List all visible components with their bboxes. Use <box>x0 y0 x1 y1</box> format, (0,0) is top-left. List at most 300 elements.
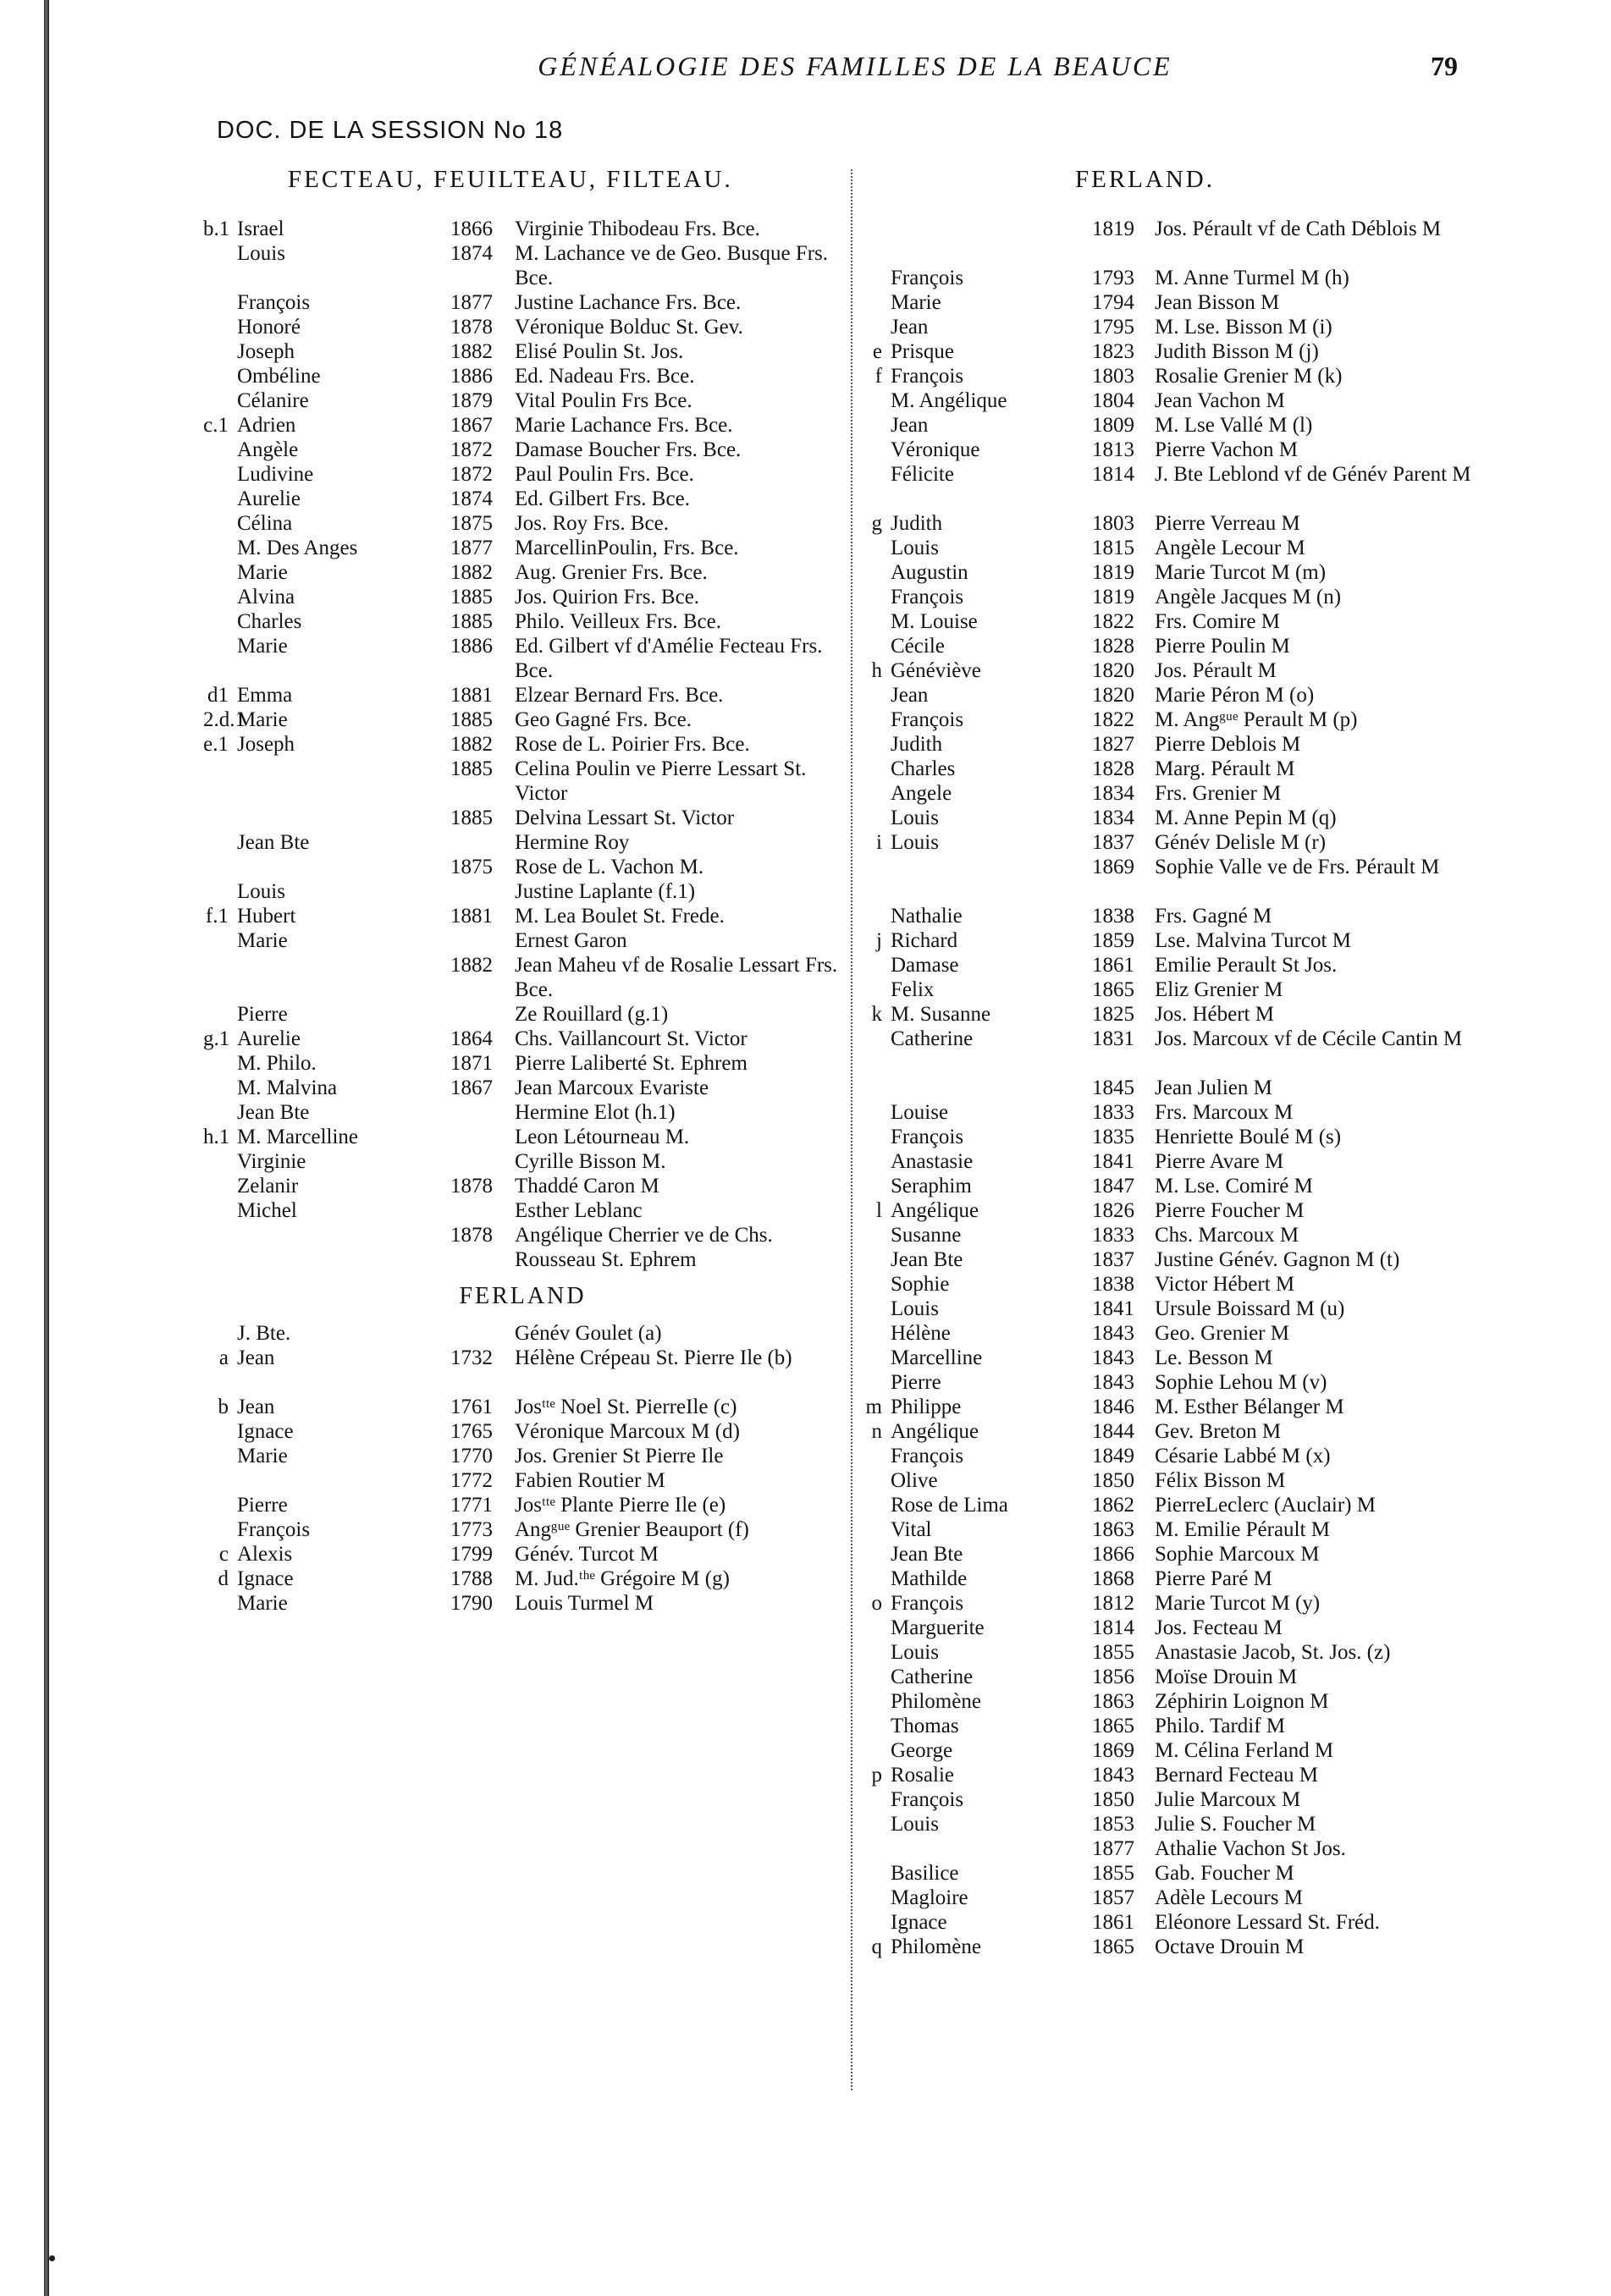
entry-spouse: Moïse Drouin M <box>1155 1666 1298 1688</box>
genealogy-entry <box>862 609 1488 634</box>
entry-spouse: Marg. Pérault M <box>1155 757 1295 780</box>
entry-year: 1867 <box>450 414 493 437</box>
entry-name: Thomas <box>891 1715 959 1737</box>
entry-year: 1881 <box>450 684 493 707</box>
genealogy-entry <box>203 830 842 855</box>
entry-spouse: M. Esther Bélanger M <box>1155 1396 1344 1418</box>
section-heading: FERLAND <box>459 1283 587 1309</box>
entry-name: Rose de Lima <box>891 1494 1008 1517</box>
page-number: 79 <box>1431 51 1458 81</box>
entry-marker: g <box>871 512 882 535</box>
entry-name: Marcelline <box>891 1346 983 1369</box>
entry-spouse: Jos. Pérault vf de Cath Déblois M <box>1155 217 1442 240</box>
entry-spouse: Leon Létourneau M. <box>515 1126 690 1148</box>
entry-spouse: Zéphirin Loignon M <box>1155 1690 1329 1713</box>
entry-spouse: Pierre Laliberté St. Ephrem <box>515 1052 748 1075</box>
genealogy-entry <box>862 1027 1488 1076</box>
entry-name: Philippe <box>891 1396 962 1418</box>
entry-year: 1845 <box>1092 1076 1134 1099</box>
entry-name: Angèle <box>237 438 299 461</box>
entry-spouse: Henriette Boulé M (s) <box>1155 1126 1342 1148</box>
entry-spouse: Pierre Verreau M <box>1155 512 1300 535</box>
entry-name: Jean Bte <box>237 831 310 854</box>
genealogy-entry <box>862 1714 1488 1738</box>
entry-spouse: Justine Génév. Gagnon M (t) <box>1155 1248 1400 1271</box>
entry-year: 1813 <box>1092 438 1134 461</box>
entry-year: 1822 <box>1092 708 1134 731</box>
genealogy-entry <box>862 1591 1488 1616</box>
entry-spouse: Julie Marcoux M <box>1155 1788 1301 1811</box>
genealogy-entry <box>203 438 842 462</box>
entry-spouse: Fabien Routier M <box>515 1469 665 1492</box>
genealogy-entry <box>862 1665 1488 1689</box>
entry-year: 1793 <box>1092 267 1134 289</box>
entry-year: 1794 <box>1092 291 1134 314</box>
entry-year: 1828 <box>1092 757 1134 780</box>
entry-name: Prisque <box>891 340 954 363</box>
entry-name: Louis <box>891 831 939 854</box>
entry-spouse: Josᵗᵗᵉ Noel St. PierreIle (c) <box>515 1396 737 1418</box>
genealogy-entry <box>203 413 842 438</box>
entry-year: 1885 <box>450 757 493 780</box>
entry-name: François <box>891 1592 964 1615</box>
entry-spouse: Ed. Gilbert vf d'Amélie Fecteau Frs. Bce. <box>515 635 823 682</box>
entry-spouse: Jean Bisson M <box>1155 291 1280 314</box>
entry-spouse: Pierre Avare M <box>1155 1150 1284 1173</box>
entry-name: Marie <box>237 708 288 731</box>
entry-name: Judith <box>891 733 943 756</box>
entry-year: 1843 <box>1092 1764 1134 1787</box>
entry-name: Catherine <box>891 1666 974 1688</box>
genealogy-entry <box>862 1836 1488 1861</box>
entry-spouse: MarcellinPoulin, Frs. Bce. <box>515 537 739 559</box>
entry-year: 1886 <box>450 635 493 658</box>
entry-year: 1850 <box>1092 1469 1134 1492</box>
entry-marker: e <box>872 340 882 363</box>
entry-year: 1865 <box>1092 978 1134 1001</box>
entry-year: 1882 <box>450 561 493 584</box>
entry-spouse: Jean Maheu vf de Rosalie Lessart Frs. Bce. <box>515 954 838 1001</box>
entry-year: 1865 <box>1092 1715 1134 1737</box>
entry-name: M. Philo. <box>237 1052 317 1075</box>
genealogy-entry <box>862 708 1488 732</box>
genealogy-entry <box>203 806 842 830</box>
entry-spouse: Pierre Deblois M <box>1155 733 1301 756</box>
entry-year: 1814 <box>1092 463 1134 486</box>
genealogy-entry <box>862 511 1488 536</box>
entry-name: Augustin <box>891 561 968 584</box>
entry-year: 1879 <box>450 389 493 412</box>
genealogy-entry <box>203 1444 842 1468</box>
genealogy-entry <box>203 1419 842 1444</box>
entry-name: Pierre <box>237 1003 288 1026</box>
entry-year: 1855 <box>1092 1862 1134 1885</box>
genealogy-entry <box>862 1002 1488 1027</box>
entry-year: 1819 <box>1092 586 1134 608</box>
entry-spouse: Justine Laplante (f.1) <box>515 880 696 903</box>
entry-year: 1825 <box>1092 1003 1134 1026</box>
entry-year: 1822 <box>1092 610 1134 633</box>
entry-spouse: Angèle Jacques M (n) <box>1155 586 1342 608</box>
entry-year: 1874 <box>450 242 493 265</box>
genealogy-entry <box>203 217 842 241</box>
entry-name: Charles <box>237 610 302 633</box>
entry-spouse: Paul Poulin Frs. Bce. <box>515 463 694 486</box>
entry-spouse: M. Jud.ᵗʰᵉ Grégoire M (g) <box>515 1567 730 1590</box>
genealogy-entry <box>203 1100 842 1125</box>
genealogy-entry <box>862 1395 1488 1419</box>
entry-spouse: Angélique Cherrier ve de Chs. Rousseau St. Ephrem <box>515 1224 773 1271</box>
entry-marker: p <box>871 1764 882 1787</box>
entry-name: Louis <box>891 1813 939 1836</box>
genealogy-entry <box>203 855 842 879</box>
genealogy-entry <box>862 315 1488 339</box>
entry-name: François <box>891 1126 964 1148</box>
entry-year: 1833 <box>1092 1101 1134 1124</box>
entry-name: Marie <box>237 929 288 952</box>
genealogy-entry <box>203 1566 842 1591</box>
genealogy-entry <box>862 438 1488 462</box>
entry-name: Adrien <box>237 414 296 437</box>
entry-name: Emma <box>237 684 293 707</box>
entry-year: 1773 <box>450 1518 493 1541</box>
entry-spouse: Geo Gagné Frs. Bce. <box>515 708 692 731</box>
right-column <box>862 217 1488 1959</box>
genealogy-entry <box>862 1910 1488 1935</box>
entry-year: 1885 <box>450 610 493 633</box>
entry-year: 1882 <box>450 954 493 977</box>
entry-spouse: M. Lse. Bisson M (i) <box>1155 316 1332 339</box>
genealogy-entry <box>203 1591 842 1616</box>
entry-spouse: Jos. Grenier St Pierre Ile <box>515 1445 724 1467</box>
genealogy-entry <box>203 560 842 585</box>
entry-name: Virginie <box>237 1150 306 1173</box>
entry-name: François <box>891 365 964 388</box>
entry-name: Véronique <box>891 438 980 461</box>
genealogy-entry <box>203 1002 842 1027</box>
entry-name: Judith <box>891 512 943 535</box>
entry-name: Jean <box>237 1396 275 1418</box>
entry-spouse: Damase Boucher Frs. Bce. <box>515 438 742 461</box>
entry-spouse: Jean Marcoux Evariste <box>515 1076 709 1099</box>
entry-spouse: Gev. Breton M <box>1155 1420 1282 1443</box>
entry-name: Jean <box>891 684 929 707</box>
genealogy-entry <box>203 1223 842 1272</box>
entry-spouse: Jos. Marcoux vf de Cécile Cantin M <box>1155 1027 1463 1050</box>
entry-name: M. Susanne <box>891 1003 991 1026</box>
genealogy-entry <box>203 462 842 487</box>
genealogy-entry <box>862 1125 1488 1149</box>
entry-year: 1834 <box>1092 807 1134 829</box>
entry-spouse: Lse. Malvina Turcot M <box>1155 929 1351 952</box>
genealogy-entry <box>862 1763 1488 1787</box>
entry-spouse: Elisé Poulin St. Jos. <box>515 340 684 363</box>
genealogy-entry <box>862 536 1488 560</box>
entry-year: 1833 <box>1092 1224 1134 1247</box>
entry-spouse: Adèle Lecours M <box>1155 1886 1303 1909</box>
entry-spouse: Véronique Marcoux M (d) <box>515 1420 740 1443</box>
entry-spouse: Judith Bisson M (j) <box>1155 340 1319 363</box>
entry-name: Ludivine <box>237 463 314 486</box>
genealogy-entry <box>862 781 1488 806</box>
genealogy-entry <box>862 1321 1488 1346</box>
genealogy-entry <box>862 364 1488 388</box>
genealogy-entry <box>862 757 1488 781</box>
entry-year: 1872 <box>450 463 493 486</box>
entry-name: Marguerite <box>891 1616 985 1639</box>
entry-spouse: Génév Goulet (a) <box>515 1322 662 1345</box>
entry-spouse: Anastasie Jacob, St. Jos. (z) <box>1155 1641 1391 1664</box>
entry-name: Basilice <box>891 1862 959 1885</box>
entry-year: 1865 <box>1092 1935 1134 1958</box>
entry-year: 1859 <box>1092 929 1134 952</box>
entry-name: Magloire <box>891 1886 968 1909</box>
genealogy-entry <box>862 413 1488 438</box>
entry-spouse: Frs. Gagné M <box>1155 905 1272 928</box>
entry-name: Olive <box>891 1469 938 1492</box>
entry-name: Israel <box>237 217 284 240</box>
entry-spouse: Jos. Quirion Frs. Bce. <box>515 586 700 608</box>
entry-spouse: Marie Péron M (o) <box>1155 684 1315 707</box>
entry-name: Louis <box>891 1641 939 1664</box>
entry-name: Louis <box>891 807 939 829</box>
genealogy-entry <box>203 339 842 364</box>
entry-name: François <box>237 1518 311 1541</box>
entry-spouse: Ernest Garon <box>515 929 627 952</box>
entry-year: 1799 <box>450 1543 493 1566</box>
genealogy-entry <box>862 1076 1488 1100</box>
entry-year: 1877 <box>450 537 493 559</box>
entry-year: 1841 <box>1092 1150 1134 1173</box>
entry-year: 1864 <box>450 1027 493 1050</box>
entry-spouse: Sophie Lehou M (v) <box>1155 1371 1327 1394</box>
genealogy-entry <box>862 806 1488 830</box>
genealogy-entry <box>203 1198 842 1223</box>
entry-name: Vital <box>891 1518 932 1541</box>
entry-year: 1847 <box>1092 1175 1134 1198</box>
entry-year: 1857 <box>1092 1886 1134 1909</box>
genealogy-entry <box>862 732 1488 757</box>
entry-name: Ignace <box>237 1567 294 1590</box>
entry-year: 1819 <box>1092 217 1134 240</box>
genealogy-entry <box>862 1346 1488 1370</box>
genealogy-entry <box>862 683 1488 708</box>
entry-name: Angélique <box>891 1420 979 1443</box>
entry-marker: h <box>871 659 882 682</box>
genealogy-entry <box>862 658 1488 683</box>
genealogy-entry <box>862 560 1488 585</box>
entry-spouse: Sophie Valle ve de Frs. Pérault M <box>1155 856 1440 878</box>
right-column-heading: FERLAND. <box>1075 166 1215 193</box>
entry-name: Louis <box>891 1297 939 1320</box>
entry-marker: q <box>871 1935 882 1958</box>
entry-year: 1878 <box>450 1175 493 1198</box>
entry-spouse: Ed. Gilbert Frs. Bce. <box>515 487 690 510</box>
genealogy-entry <box>862 1247 1488 1272</box>
entry-name: Pierre <box>237 1494 288 1517</box>
entry-name: Honoré <box>237 316 301 339</box>
genealogy-entry <box>862 1419 1488 1444</box>
entry-marker: b.1 <box>203 217 230 240</box>
entry-spouse: Ed. Nadeau Frs. Bce. <box>515 365 695 388</box>
entry-year: 1795 <box>1092 316 1134 339</box>
genealogy-entry <box>862 339 1488 364</box>
entry-spouse: Thaddé Caron M <box>515 1175 659 1198</box>
entry-name: Mathilde <box>891 1567 968 1590</box>
entry-spouse: Félix Bisson M <box>1155 1469 1286 1492</box>
entry-year: 1831 <box>1092 1027 1134 1050</box>
entry-year: 1803 <box>1092 512 1134 535</box>
entry-marker: i <box>876 831 882 854</box>
entry-marker: c <box>218 1543 229 1566</box>
entry-year: 1809 <box>1092 414 1134 437</box>
entry-spouse: Jos. Fecteau M <box>1155 1616 1283 1639</box>
entry-spouse: Jos. Pérault M <box>1155 659 1277 682</box>
genealogy-entry <box>862 1738 1488 1763</box>
entry-spouse: M. Célina Ferland M <box>1155 1739 1334 1762</box>
genealogy-entry <box>862 830 1488 855</box>
genealogy-entry <box>203 683 842 708</box>
entry-year: 1885 <box>450 708 493 731</box>
entry-spouse: Marie Turcot M (y) <box>1155 1592 1321 1615</box>
genealogy-entry <box>203 364 842 388</box>
entry-spouse: Chs. Vaillancourt St. Victor <box>515 1027 748 1050</box>
entry-marker: k <box>871 1003 882 1026</box>
entry-name: Charles <box>891 757 956 780</box>
entry-year: 1835 <box>1092 1126 1134 1148</box>
entry-year: 1803 <box>1092 365 1134 388</box>
entry-spouse: Chs. Marcoux M <box>1155 1224 1299 1247</box>
genealogy-entry <box>203 585 842 609</box>
entry-spouse: PierreLeclerc (Auclair) M <box>1155 1494 1376 1517</box>
entry-name: Louise <box>891 1101 949 1124</box>
entry-spouse: Pierre Foucher M <box>1155 1199 1305 1222</box>
genealogy-entry <box>203 241 842 290</box>
entry-name: Généviève <box>891 659 981 682</box>
entry-spouse: Génév. Turcot M <box>515 1543 659 1566</box>
entry-year: 1869 <box>1092 1739 1134 1762</box>
entry-spouse: M. Lse. Comiré M <box>1155 1175 1313 1198</box>
genealogy-entry <box>203 536 842 560</box>
entry-spouse: Hermine Roy <box>515 831 630 854</box>
entry-spouse: Vital Poulin Frs Bce. <box>515 389 692 412</box>
entry-year: 1861 <box>1092 954 1134 977</box>
entry-spouse: Philo. Tardif M <box>1155 1715 1286 1737</box>
genealogy-entry <box>203 1125 842 1149</box>
entry-marker: f <box>874 365 882 388</box>
genealogy-entry <box>862 1640 1488 1665</box>
entry-name: George <box>891 1739 953 1762</box>
entry-name: Angele <box>891 782 952 805</box>
entry-spouse: Julie S. Foucher M <box>1155 1813 1316 1836</box>
entry-spouse: Hélène Crépeau St. Pierre Ile (b) <box>515 1346 792 1369</box>
entry-year: 1886 <box>450 365 493 388</box>
genealogy-entry <box>862 290 1488 315</box>
genealogy-entry <box>203 953 842 1002</box>
entry-spouse: Bernard Fecteau M <box>1155 1764 1318 1787</box>
entry-name: François <box>891 1445 964 1467</box>
entry-marker: h.1 <box>203 1126 230 1148</box>
entry-year: 1812 <box>1092 1592 1134 1615</box>
genealogy-entry <box>862 1935 1488 1959</box>
entry-year: 1882 <box>450 340 493 363</box>
entry-year: 1765 <box>450 1420 493 1443</box>
entry-year: 1828 <box>1092 635 1134 658</box>
entry-spouse: Athalie Vachon St Jos. <box>1155 1837 1346 1860</box>
session-label: DOC. DE LA SESSION No 18 <box>217 117 564 144</box>
genealogy-entry <box>862 1861 1488 1886</box>
entry-year: 1849 <box>1092 1445 1134 1467</box>
genealogy-entry <box>203 757 842 806</box>
entry-name: Ignace <box>237 1420 294 1443</box>
entry-name: Richard <box>891 929 958 952</box>
entry-spouse: Esther Leblanc <box>515 1199 643 1222</box>
genealogy-entry <box>203 928 842 953</box>
entry-year: 1826 <box>1092 1199 1134 1222</box>
genealogy-entry <box>203 1395 842 1419</box>
entry-name: Aurelie <box>237 487 301 510</box>
genealogy-entry <box>862 1297 1488 1321</box>
entry-name: Marie <box>237 1445 288 1467</box>
entry-name: Sophie <box>891 1273 950 1296</box>
entry-spouse: Jean Julien M <box>1155 1076 1272 1099</box>
entry-name: Célina <box>237 512 293 535</box>
genealogy-entry <box>203 1051 842 1076</box>
entry-name: M. Malvina <box>237 1076 338 1099</box>
entry-year: 1837 <box>1092 831 1134 854</box>
entry-marker: g.1 <box>203 1027 230 1050</box>
entry-year: 1770 <box>450 1445 493 1467</box>
entry-year: 1788 <box>450 1567 493 1590</box>
entry-spouse: Jos. Roy Frs. Bce. <box>515 512 669 535</box>
genealogy-entry <box>203 634 842 683</box>
genealogy-entry <box>203 1542 842 1566</box>
entry-year: 1790 <box>450 1592 493 1615</box>
genealogy-entry <box>862 855 1488 904</box>
entry-year: 1838 <box>1092 1273 1134 1296</box>
entry-name: Marie <box>237 635 288 658</box>
entry-year: 1881 <box>450 905 493 928</box>
entry-year: 1761 <box>450 1396 493 1418</box>
genealogy-entry <box>203 315 842 339</box>
entry-name: Jean Bte <box>237 1101 310 1124</box>
entry-spouse: Pierre Vachon M <box>1155 438 1298 461</box>
entry-spouse: Angèle Lecour M <box>1155 537 1305 559</box>
entry-name: Marie <box>237 1592 288 1615</box>
entry-marker: d <box>218 1567 229 1590</box>
entry-marker: 2.d.1 <box>203 708 246 731</box>
entry-marker: j <box>876 929 882 952</box>
entry-year: 1855 <box>1092 1641 1134 1664</box>
entry-name: Catherine <box>891 1027 974 1050</box>
entry-marker: c.1 <box>203 414 229 437</box>
entry-name: Michel <box>237 1199 297 1222</box>
entry-marker: d1 <box>207 684 229 707</box>
entry-name: Joseph <box>237 340 295 363</box>
entry-year: 1861 <box>1092 1911 1134 1934</box>
entry-year: 1882 <box>450 733 493 756</box>
entry-year: 1877 <box>450 291 493 314</box>
entry-year: 1834 <box>1092 782 1134 805</box>
entry-spouse: Véronique Bolduc St. Gev. <box>515 316 743 339</box>
entry-name: Felix <box>891 978 935 1001</box>
entry-name: Anastasie <box>891 1150 974 1173</box>
entry-name: Rosalie <box>891 1764 954 1787</box>
running-title: GÉNÉALOGIE DES FAMILLES DE LA BEAUCE <box>538 51 1172 81</box>
genealogy-entry <box>862 1493 1488 1517</box>
entry-spouse: M. Lea Boulet St. Frede. <box>515 905 725 928</box>
entry-spouse: Justine Lachance Frs. Bce. <box>515 291 742 314</box>
